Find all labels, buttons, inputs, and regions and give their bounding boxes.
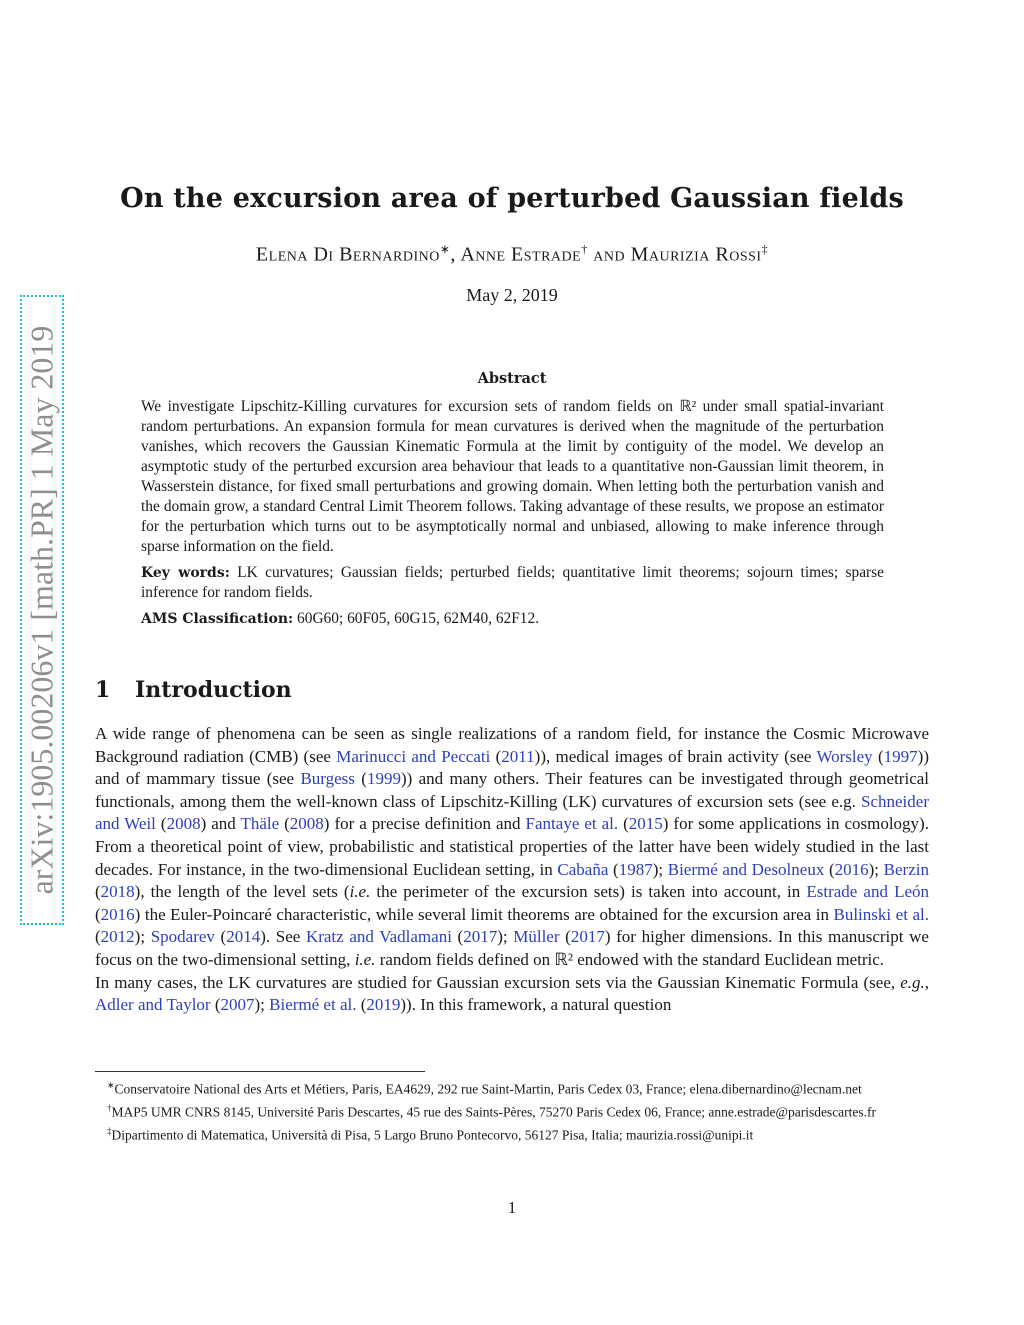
- citation-link[interactable]: Marinucci and Peccati: [336, 746, 491, 766]
- citation-link[interactable]: Biermé et al.: [269, 995, 357, 1015]
- text-run: (: [155, 814, 167, 834]
- text-run: In many cases, the LK curvatures are studied for Gaussian excursion sets via the Gaussian Kinematic Formula (see,: [95, 972, 901, 992]
- citation-link[interactable]: Cabaña: [557, 859, 609, 879]
- citation-link[interactable]: Thäle: [240, 814, 280, 834]
- math-symbol: ℝ²: [554, 949, 573, 969]
- text-run: )), medical images of brain activity (see: [534, 746, 817, 766]
- citation-year-link[interactable]: 2007: [220, 995, 255, 1015]
- italic-text: i.e.: [354, 949, 376, 969]
- text-run: (: [214, 927, 227, 947]
- text-run: ) and: [200, 814, 241, 834]
- author-list: [0, 242, 1024, 267]
- text-run: );: [652, 859, 668, 879]
- text-run: (: [824, 859, 835, 879]
- footnote-text: Dipartimento di Matematica, Università di Pisa, 5 Largo Bruno Pontecorvo, 56127 Pisa, Italia; maurizia.rossi@unipi.it: [111, 1127, 754, 1143]
- citation-link[interactable]: Kratz and Vadlamani: [305, 927, 452, 947]
- text-run: )). In this framework, a natural question: [400, 995, 672, 1015]
- citation-year-link[interactable]: 2008: [289, 814, 324, 834]
- footnote: [95, 1099, 929, 1122]
- author-separator: ,: [450, 243, 461, 266]
- text-run: (: [354, 769, 367, 789]
- abstract-text-part: We investigate Lipschitz-Killing curvatures for excursion sets of random fields on: [141, 398, 680, 415]
- citation-link[interactable]: Worsley: [816, 746, 873, 766]
- text-run: );: [254, 995, 270, 1015]
- section-heading: [95, 677, 292, 703]
- keywords-text: LK curvatures; Gaussian fields; perturbed fields; quantitative limit theorems; sojourn times; sparse inference for random fields.: [141, 564, 884, 601]
- text-run: (: [95, 904, 101, 924]
- author-name: Elena Di Bernardino: [255, 243, 440, 266]
- math-symbol: ℝ²: [679, 398, 697, 415]
- footnote: [95, 1122, 929, 1145]
- text-run: endowed with the standard Euclidean metric.: [572, 949, 885, 969]
- citation-link[interactable]: Fantaye et al.: [525, 814, 619, 834]
- citation-year-link[interactable]: 2016: [100, 904, 135, 924]
- text-run: ,: [924, 972, 929, 992]
- text-run: random fields defined on: [375, 949, 555, 969]
- text-run: );: [134, 927, 151, 947]
- paragraph: [95, 723, 929, 972]
- footnote-text: Conservatoire National des Arts et Métiers, Paris, EA4629, 292 rue Saint-Martin, Paris Cedex 03, France; elena.dibernardino@lecnam.net: [114, 1081, 862, 1097]
- ams-label: AMS Classification:: [141, 611, 294, 627]
- footnotes: [95, 1076, 929, 1145]
- text-run: (: [559, 927, 571, 947]
- text-run: ) for some applications in cosmology). From a theoretical point of view, probabilistic and statistical properties of the latter have been widely studied in the last decades. For instance, in the two-dimensional Euclidean setting, in: [95, 814, 929, 879]
- arxiv-stamp-text: arXiv:1905.00206v1 [math.PR] 1 May 2019: [23, 325, 60, 895]
- arxiv-stamp: [20, 295, 64, 925]
- footnote-marker[interactable]: †: [581, 242, 588, 256]
- footnote-divider: [95, 1071, 425, 1072]
- text-run: ). See: [260, 927, 306, 947]
- text-run: );: [497, 927, 514, 947]
- footnote-marker[interactable]: ∗: [439, 242, 451, 256]
- footnote-marker[interactable]: ‡: [761, 242, 769, 256]
- text-run: ) for higher dimensions. In this manuscript we focus on the two-dimensional setting,: [95, 927, 929, 969]
- footnote: [95, 1076, 929, 1099]
- text-run: ), the length of the level sets (: [134, 882, 350, 902]
- paper-date: May 2, 2019: [466, 285, 558, 305]
- text-run: (: [872, 746, 884, 766]
- citation-link[interactable]: Berzin: [883, 859, 929, 879]
- abstract-text-part: under small spatial-invariant random perturbations. An expansion formula for mean curvatures is derived when the magnitude of the perturbation vanishes, which recovers the Gaussian Kinematic Formula at the limit by contiguity of the model. We develop an asymptotic study of the perturbed excursion area behaviour that leads to a quantitative non-Gaussian limit theorem, in Wasserstein distance, for fixed small perturbations and growing domain. When letting both the perturbation vanish and the domain grow, a standard Central Limit Theorem follows. Taking advantage of these results, we propose an estimator for the perturbation which turns out to be asymptotically normal and unbiased, allowing to make inference through sparse information on the field.: [141, 398, 884, 555]
- citation-year-link[interactable]: 1997: [883, 746, 918, 766]
- text-run: (: [356, 995, 367, 1015]
- citation-year-link[interactable]: 2015: [628, 814, 663, 834]
- text-run: (: [95, 927, 101, 947]
- text-run: the perimeter of the excursion sets) is taken into account, in: [370, 882, 807, 902]
- citation-year-link[interactable]: 2017: [570, 927, 605, 947]
- citation-link[interactable]: Biermé and Desolneux: [667, 859, 825, 879]
- citation-year-link[interactable]: 2018: [100, 882, 135, 902]
- citation-link[interactable]: Estrade and León: [806, 882, 929, 902]
- citation-link[interactable]: Müller: [513, 927, 560, 947]
- citation-link[interactable]: Bulinski et al.: [833, 904, 929, 924]
- citation-year-link[interactable]: 1987: [618, 859, 653, 879]
- citation-year-link[interactable]: 2014: [226, 927, 261, 947]
- body-text: [95, 723, 929, 1017]
- text-run: (: [608, 859, 619, 879]
- abstract-heading: Abstract: [477, 370, 547, 387]
- citation-year-link[interactable]: 2017: [463, 927, 498, 947]
- paragraph: [95, 972, 929, 1017]
- footnote-text: MAP5 UMR CNRS 8145, Université Paris Descartes, 45 rue des Saints-Pères, 75270 Paris Cedex 06, France; anne.estrade@parisdescartes.fr: [111, 1104, 877, 1120]
- citation-link[interactable]: Burgess: [300, 769, 355, 789]
- author-name: Maurizia Rossi: [630, 243, 762, 266]
- citation-year-link[interactable]: 2008: [166, 814, 201, 834]
- page-number: 1: [507, 1198, 517, 1217]
- citation-year-link[interactable]: 2016: [834, 859, 869, 879]
- footnote-marker: ∗: [107, 1080, 115, 1090]
- italic-text: e.g.: [900, 972, 925, 992]
- author-name: Anne Estrade: [460, 243, 582, 266]
- citation-link[interactable]: Spodarev: [150, 927, 215, 947]
- ams-text: 60G60; 60F05, 60G15, 62M40, 62F12.: [293, 610, 540, 627]
- citation-year-link[interactable]: 2012: [100, 927, 135, 947]
- text-run: (: [490, 746, 502, 766]
- section-number: 1: [95, 677, 111, 703]
- keywords: [141, 563, 884, 603]
- text-run: (: [451, 927, 464, 947]
- section-title: Introduction: [135, 677, 292, 703]
- text-run: (: [95, 882, 101, 902]
- citation-link[interactable]: Schneider and Weil: [95, 791, 929, 834]
- keywords-label: Key words:: [141, 565, 230, 581]
- text-run: )) and of mammary tissue (see: [95, 746, 929, 789]
- citation-year-link[interactable]: 2019: [366, 995, 401, 1015]
- text-run: A wide range of phenomena can be seen as single realizations of a random field, for instance the Cosmic Microwave Background radiation (CMB) (see: [95, 724, 929, 766]
- text-run: );: [868, 859, 884, 879]
- citation-link[interactable]: Adler and Taylor: [95, 995, 211, 1015]
- citation-year-link[interactable]: 1999: [366, 769, 401, 789]
- text-run: ) for a precise definition and: [323, 814, 526, 834]
- footnote-marker: †: [107, 1103, 112, 1113]
- text-run: (: [279, 814, 290, 834]
- ams-classification: [141, 609, 884, 629]
- citation-year-link[interactable]: 2011: [501, 746, 535, 766]
- text-run: ) the Euler-Poincaré characteristic, while several limit theorems are obtained for the excursion area in: [134, 904, 834, 924]
- paper-title: On the excursion area of perturbed Gaussian fields: [120, 183, 904, 214]
- abstract: [141, 397, 884, 629]
- footnote-marker: ‡: [107, 1126, 112, 1136]
- author-separator: and: [587, 243, 631, 266]
- text-run: (: [210, 995, 221, 1015]
- text-run: (: [618, 814, 629, 834]
- italic-text: i.e.: [349, 882, 371, 902]
- abstract-text: [141, 397, 884, 557]
- text-run: )) and many others. Their features can be investigated through geometrical functionals, among them the well-known class of Lipschitz-Killing (LK) curvatures of excursion sets (see e.g.: [95, 769, 930, 811]
